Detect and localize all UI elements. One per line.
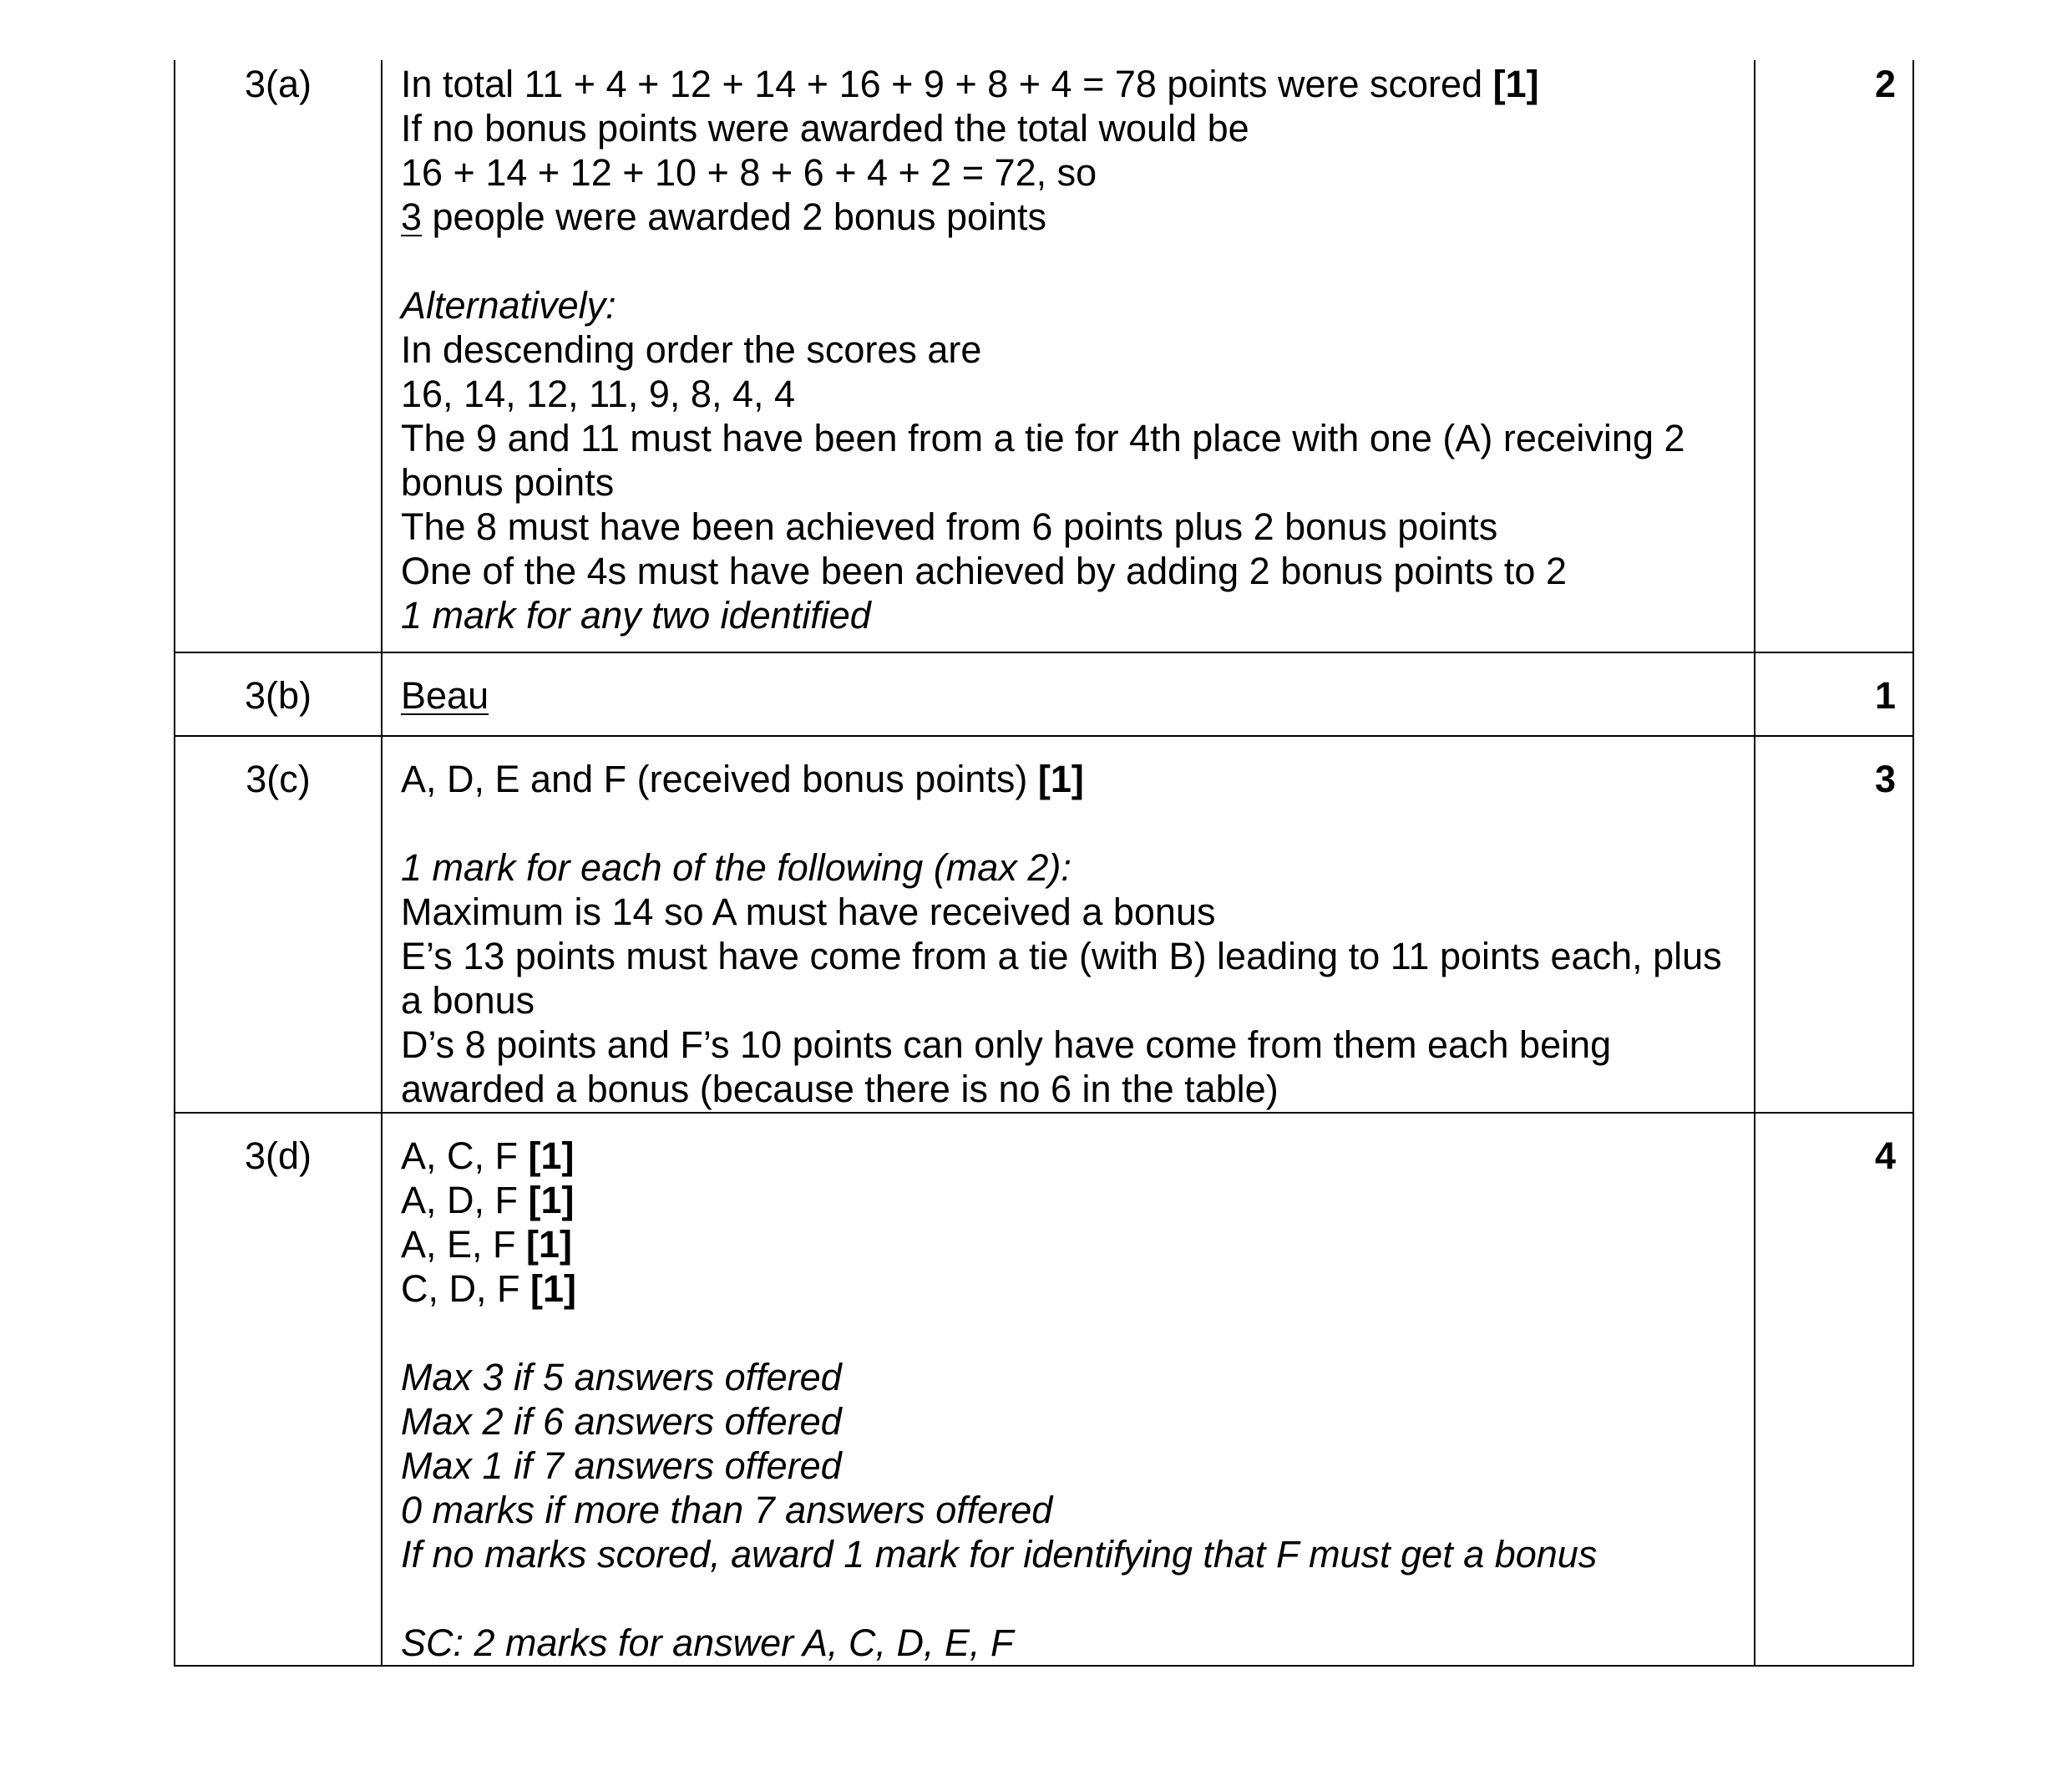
final-answer: Beau: [401, 674, 489, 717]
question-number: 3(c): [175, 736, 382, 1113]
answer-line: Maximum is 14 so A must have received a bonus: [401, 891, 1216, 933]
answer-line: A, C, F [1]: [401, 1134, 575, 1177]
spacer: [401, 801, 1740, 845]
answer-line: Alternatively:: [401, 284, 616, 327]
answer-line: [401, 673, 1740, 718]
question-number: 3(a): [175, 60, 382, 652]
marking-note: 0 marks if more than 7 answers offered: [401, 1489, 1053, 1531]
answer-cell: [382, 60, 1755, 652]
answer-line: In descending order the scores are: [401, 328, 982, 371]
answer-line: A, D, F [1]: [401, 1179, 575, 1221]
answer-line: If no bonus points were awarded the total would be: [401, 107, 1249, 150]
answer-line: C, D, F [1]: [401, 1267, 576, 1310]
answer-line: 3 people were awarded 2 bonus points: [401, 195, 1047, 238]
marking-note: SC: 2 marks for answer A, C, D, E, F: [401, 1621, 1014, 1664]
table-row: [175, 1113, 1913, 1666]
table-row: [175, 60, 1913, 652]
answer-line: E’s 13 points must have come from a tie (with B) leading to 11 points each, plus a bonus: [401, 935, 1733, 1022]
marking-note: Max 1 if 7 answers offered: [401, 1444, 842, 1487]
table-row: [175, 736, 1913, 1113]
answer-cell: [382, 736, 1755, 1113]
spacer: [401, 1576, 1740, 1621]
marks-value: 2: [1755, 60, 1913, 652]
answer-line: The 8 must have been achieved from 6 points plus 2 bonus points: [401, 505, 1498, 548]
question-number: 3(d): [175, 1113, 382, 1666]
answer-line: A, E, F [1]: [401, 1223, 573, 1266]
answer-line: 16 + 14 + 12 + 10 + 8 + 6 + 4 + 2 = 72, so: [401, 151, 1097, 194]
mark-label: [1]: [528, 1134, 575, 1177]
mark-label: [1]: [528, 1179, 575, 1221]
spacer: [401, 239, 1740, 283]
answer-line: D’s 8 points and F’s 10 points can only have come from them each being awarded a bonus (because there is no 6 in the table): [401, 1023, 1622, 1110]
mark-label: [1]: [1037, 758, 1084, 800]
mark-label: [1]: [530, 1267, 576, 1310]
answer-line: One of the 4s must have been achieved by adding 2 bonus points to 2: [401, 550, 1567, 592]
table-row: [175, 652, 1913, 736]
answer-line: 16, 14, 12, 11, 9, 8, 4, 4: [401, 373, 796, 415]
marks-value: 3: [1755, 736, 1913, 1113]
marking-note: Max 3 if 5 answers offered: [401, 1356, 842, 1398]
answer-line: A, D, E and F (received bonus points) [1]: [401, 758, 1084, 800]
question-number: 3(b): [175, 652, 382, 736]
mark-label: [1]: [526, 1223, 573, 1266]
marking-note: 1 mark for each of the following (max 2):: [401, 846, 1071, 889]
answer-line: The 9 and 11 must have been from a tie for 4th place with one (A) receiving 2 bonus points: [401, 417, 1696, 504]
mark-scheme-table: [174, 60, 1914, 1667]
spacer: [401, 1311, 1740, 1355]
marking-note: 1 mark for any two identified: [401, 594, 871, 637]
answer-cell: [382, 652, 1755, 736]
answer-line: In total 11 + 4 + 12 + 14 + 16 + 9 + 8 + 4 = 78 points were scored [1]: [401, 63, 1539, 105]
marking-note: If no marks scored, award 1 mark for identifying that F must get a bonus: [401, 1533, 1598, 1576]
answer-cell: [382, 1113, 1755, 1666]
marks-value: 4: [1755, 1113, 1913, 1666]
final-answer: 3: [401, 195, 423, 238]
marking-note: Max 2 if 6 answers offered: [401, 1400, 842, 1443]
marks-value: 1: [1755, 652, 1913, 736]
mark-label: [1]: [1492, 63, 1539, 105]
